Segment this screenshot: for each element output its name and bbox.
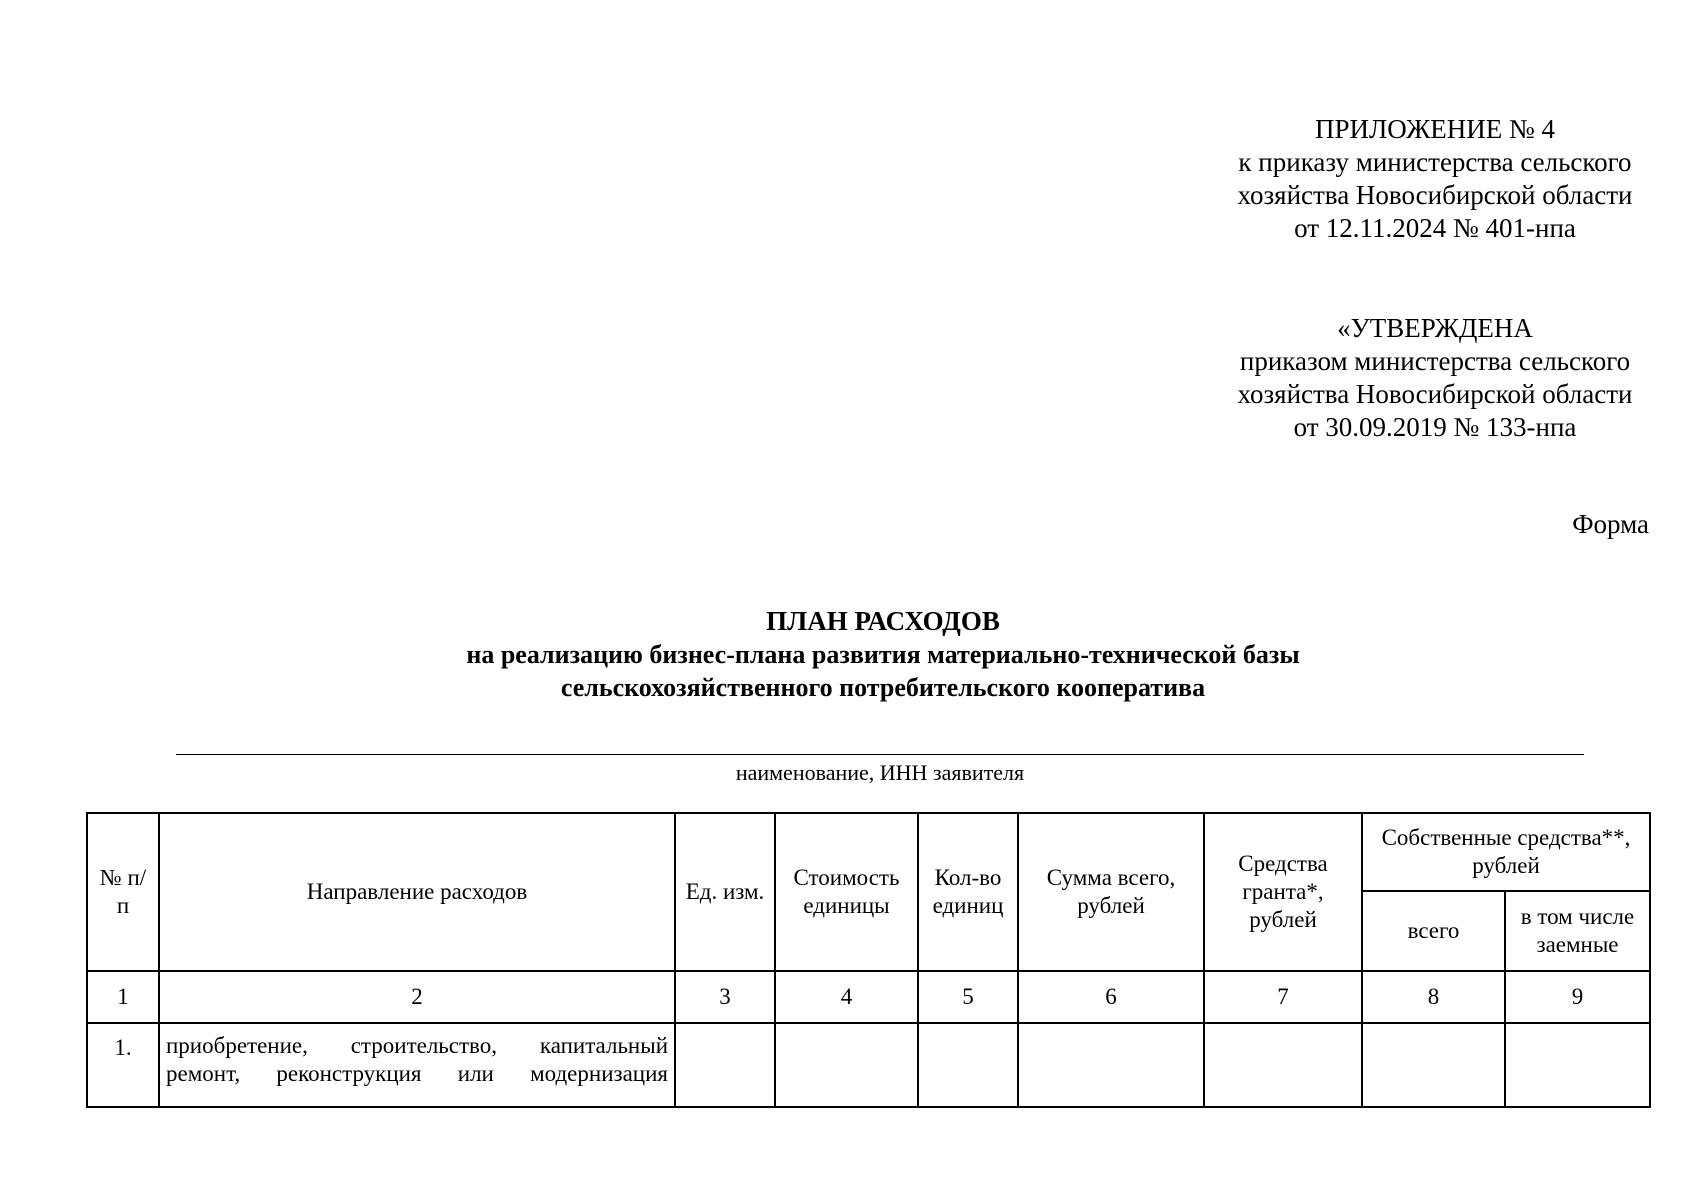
row-unit[interactable] <box>675 1023 775 1107</box>
header-own-total: всего <box>1362 891 1505 971</box>
document-title-line2: на реализацию бизнес-плана развития материально-технической базы <box>466 640 1300 669</box>
document-title <box>86 605 1680 704</box>
header-own-borrowed: в том числе заемные <box>1505 891 1650 971</box>
column-number: 5 <box>918 971 1018 1023</box>
row-unit-cost[interactable] <box>775 1023 918 1107</box>
row-own-borrowed[interactable] <box>1505 1023 1650 1107</box>
table-header-row <box>87 813 1650 891</box>
column-number: 8 <box>1362 971 1505 1023</box>
applicant-caption: наименование, ИНН заявителя <box>735 760 1025 785</box>
column-number: 6 <box>1018 971 1204 1023</box>
appendix-header <box>1200 113 1670 245</box>
row-total[interactable] <box>1018 1023 1204 1107</box>
appendix-ministry-line: хозяйства Новосибирской области <box>1237 180 1633 210</box>
column-number: 1 <box>87 971 159 1023</box>
row-quantity[interactable] <box>918 1023 1018 1107</box>
document-title-main: ПЛАН РАСХОДОВ <box>766 606 1000 636</box>
row-num: 1. <box>87 1023 159 1107</box>
header-num: № п/п <box>87 813 159 971</box>
column-number: 7 <box>1204 971 1362 1023</box>
approval-order-line: приказом министерства сельского <box>1239 346 1631 376</box>
header-grant: Средства гранта*, рублей <box>1204 813 1362 971</box>
header-direction: Направление расходов <box>159 813 675 971</box>
document-title-line3: сельскохозяйственного потребительского кооператива <box>560 673 1206 702</box>
column-number: 2 <box>159 971 675 1023</box>
form-label: Форма <box>1572 509 1649 539</box>
table-row <box>87 1023 1650 1107</box>
header-quantity: Кол-во единиц <box>918 813 1018 971</box>
row-direction: приобретение, строительство, капитальный ремонт, реконструкция или модернизация <box>159 1023 675 1107</box>
appendix-title: ПРИЛОЖЕНИЕ № 4 <box>1314 114 1556 144</box>
header-total: Сумма всего, рублей <box>1018 813 1204 971</box>
header-unit: Ед. изм. <box>675 813 775 971</box>
applicant-fill-line <box>176 754 1584 755</box>
approval-header <box>1200 312 1670 444</box>
expense-plan-table <box>86 812 1651 1108</box>
appendix-order-line: к приказу министерства сельского <box>1238 147 1632 177</box>
row-grant[interactable] <box>1204 1023 1362 1107</box>
column-number: 4 <box>775 971 918 1023</box>
header-own-funds: Собственные средства**, рублей <box>1362 813 1650 891</box>
row-own-total[interactable] <box>1362 1023 1505 1107</box>
approval-title: «УТВЕРЖДЕНА <box>1337 313 1533 343</box>
column-numbers-row <box>87 971 1650 1023</box>
appendix-date-line: от 12.11.2024 № 401-нпа <box>1294 213 1576 243</box>
header-unit-cost: Стоимость единицы <box>775 813 918 971</box>
column-number: 9 <box>1505 971 1650 1023</box>
approval-ministry-line: хозяйства Новосибирской области <box>1237 379 1633 409</box>
approval-date-line: от 30.09.2019 № 133-нпа <box>1293 412 1577 442</box>
column-number: 3 <box>675 971 775 1023</box>
